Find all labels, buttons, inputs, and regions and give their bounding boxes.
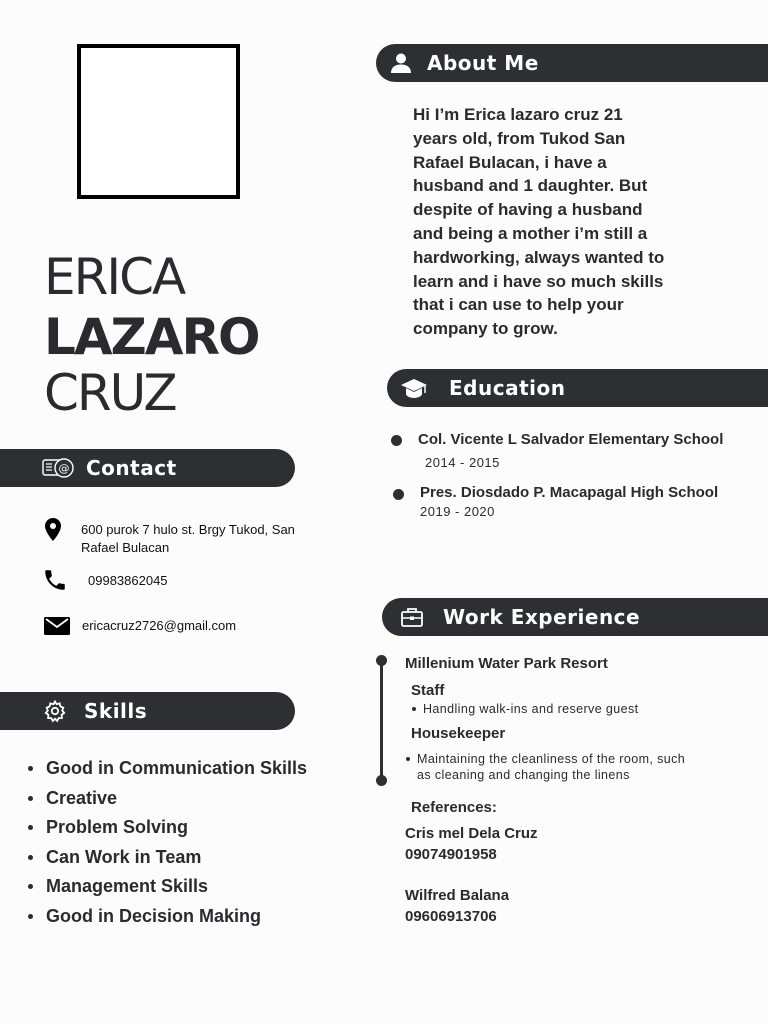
profile-photo-frame (77, 44, 240, 199)
work-duty-line: Maintaining the cleanliness of the room, such (417, 752, 686, 766)
reference-name: Cris mel Dela Cruz (405, 825, 538, 842)
skill-item (24, 786, 344, 816)
skill-label: Problem Solving (46, 817, 189, 838)
skill-label: Good in Decision Making (46, 905, 262, 926)
timeline-line (380, 660, 383, 781)
education-bullet (391, 435, 402, 446)
bullet (28, 884, 33, 889)
education-years: 2014 - 2015 (425, 455, 500, 470)
skill-item (24, 845, 344, 875)
education-years: 2019 - 2020 (420, 504, 495, 519)
work-title: Work Experience (443, 605, 641, 629)
work-duty (412, 701, 639, 717)
reference-entry (405, 885, 509, 927)
skill-item (24, 815, 344, 845)
education-section-header (387, 369, 768, 407)
bullet (28, 855, 33, 860)
skill-label: Good in Communication Skills (46, 758, 308, 778)
work-duty-text: Handling walk-ins and reserve guest (423, 702, 639, 716)
skills-title: Skills (84, 699, 148, 723)
last-name: CRUZ (44, 364, 176, 422)
about-section-header (376, 44, 768, 82)
work-role: Staff (411, 682, 445, 699)
reference-entry (405, 823, 538, 865)
user-icon (387, 51, 415, 75)
education-bullet (393, 489, 404, 500)
bullet (28, 796, 33, 801)
about-text: Hi I’m Erica lazaro cruz 21 years old, from Tukod San Rafael Bulacan, i have a husband and 1 daughter. But despite of having a husband and being a mother i’m still a hardworking, always wanted to learn and i have so much skills that i can use to help your company to grow. (413, 105, 665, 339)
contact-card-icon (42, 456, 76, 480)
skills-list (24, 756, 344, 934)
skill-label: Can Work in Team (46, 846, 202, 867)
email-icon (44, 613, 70, 639)
location-pin-icon (40, 517, 66, 543)
skill-item (24, 904, 344, 934)
phone-icon (42, 567, 68, 593)
reference-name: Wilfred Balana (405, 887, 510, 904)
reference-phone: 09074901958 (405, 846, 497, 863)
contact-section-header (0, 449, 295, 487)
education-school: Col. Vicente L Salvador Elementary School (418, 431, 724, 448)
reference-phone: 09606913706 (405, 908, 497, 925)
bullet (28, 766, 33, 771)
bullet (28, 914, 33, 919)
work-duty-line: as cleaning and changing the linens (417, 768, 630, 782)
work-role: Housekeeper (411, 725, 506, 742)
first-name: ERICA (44, 248, 185, 306)
skill-label: Creative (46, 787, 118, 808)
skill-label: Management Skills (46, 876, 209, 897)
contact-address (81, 521, 321, 557)
skill-item (24, 756, 344, 786)
briefcase-icon (398, 605, 426, 629)
graduation-cap-icon (400, 376, 428, 400)
education-title: Education (449, 376, 566, 400)
references-title: References: (411, 799, 497, 816)
skill-item (24, 874, 344, 904)
work-duty (406, 751, 736, 783)
timeline-dot (376, 655, 387, 666)
contact-email: ericacruz2726@gmail.com (82, 618, 237, 633)
bullet (412, 707, 416, 711)
address-line-2: Rafael Bulacan (81, 540, 170, 555)
svg-text:@: @ (58, 462, 70, 475)
about-title: About Me (427, 51, 539, 75)
contact-title: Contact (86, 456, 177, 480)
work-company: Millenium Water Park Resort (405, 655, 608, 672)
timeline-dot (376, 775, 387, 786)
education-school: Pres. Diosdado P. Macapagal High School (420, 484, 719, 501)
work-duty-text (417, 751, 685, 783)
bullet (28, 825, 33, 830)
work-section-header (382, 598, 768, 636)
skills-section-header (0, 692, 295, 730)
bullet (406, 757, 410, 761)
contact-phone: 09983862045 (88, 573, 168, 588)
middle-name: LAZARO (44, 308, 259, 366)
gear-icon (42, 699, 68, 723)
address-line-1: 600 purok 7 hulo st. Brgy Tukod, San (81, 522, 295, 537)
